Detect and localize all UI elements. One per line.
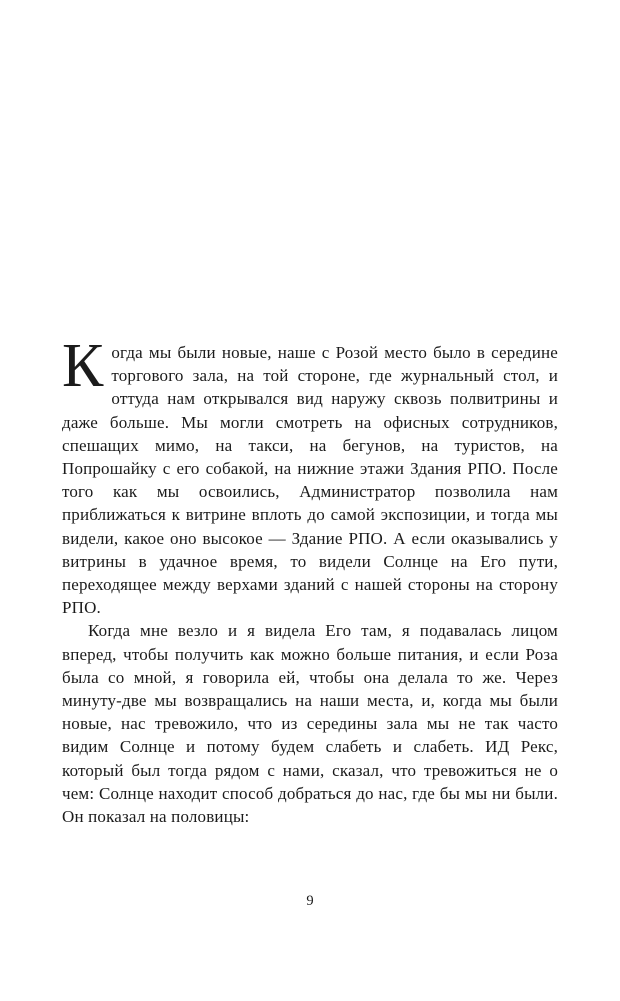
page-number: 9 [306, 893, 314, 909]
paragraph [62, 332, 558, 619]
dropcap-letter: К [62, 332, 104, 400]
paragraph-text: Когда мне везло и я видела Его там, я подавалась лицом вперед, чтобы получить как можно больше питания, и если Роза была со мной, я говорила ей, чтобы она делала то же. Через минуту-две мы возвращались на наши места, и, когда мы были новые, нас тревожило, что из середины зала мы не так часто видим Солнце и потому будем слабеть и слабеть. ИД Рекс, который был тогда рядом с нами, сказал, что тревожиться не о чем: Солнце находит способ добраться до нас, где бы мы ни были. Он показал на половицы: [62, 621, 558, 827]
paragraph-text: огда мы были новые, наше с Розой место было в середине торгового зала, на той стороне, где журнальный стол, и оттуда нам открывался вид наружу сквозь полвитрины и даже больше. Мы могли смотреть на офисных сотрудников, спешащих мимо, на такси, на бегунов, на туристов, на Попрошайку с его собакой, на нижние этажи Здания РПО. После того как мы освоились, Администратор позволила нам приближаться к витрине вплоть до самой экспозиции, и тогда мы видели, какое оно высокое — Здание РПО. А если оказывались у витрины в удачное время, то видели Солнце на Его пути, переходящее между верхами зданий с нашей стороны на сторону РПО. [62, 343, 558, 618]
text-block [62, 332, 558, 828]
paragraph [62, 619, 558, 828]
